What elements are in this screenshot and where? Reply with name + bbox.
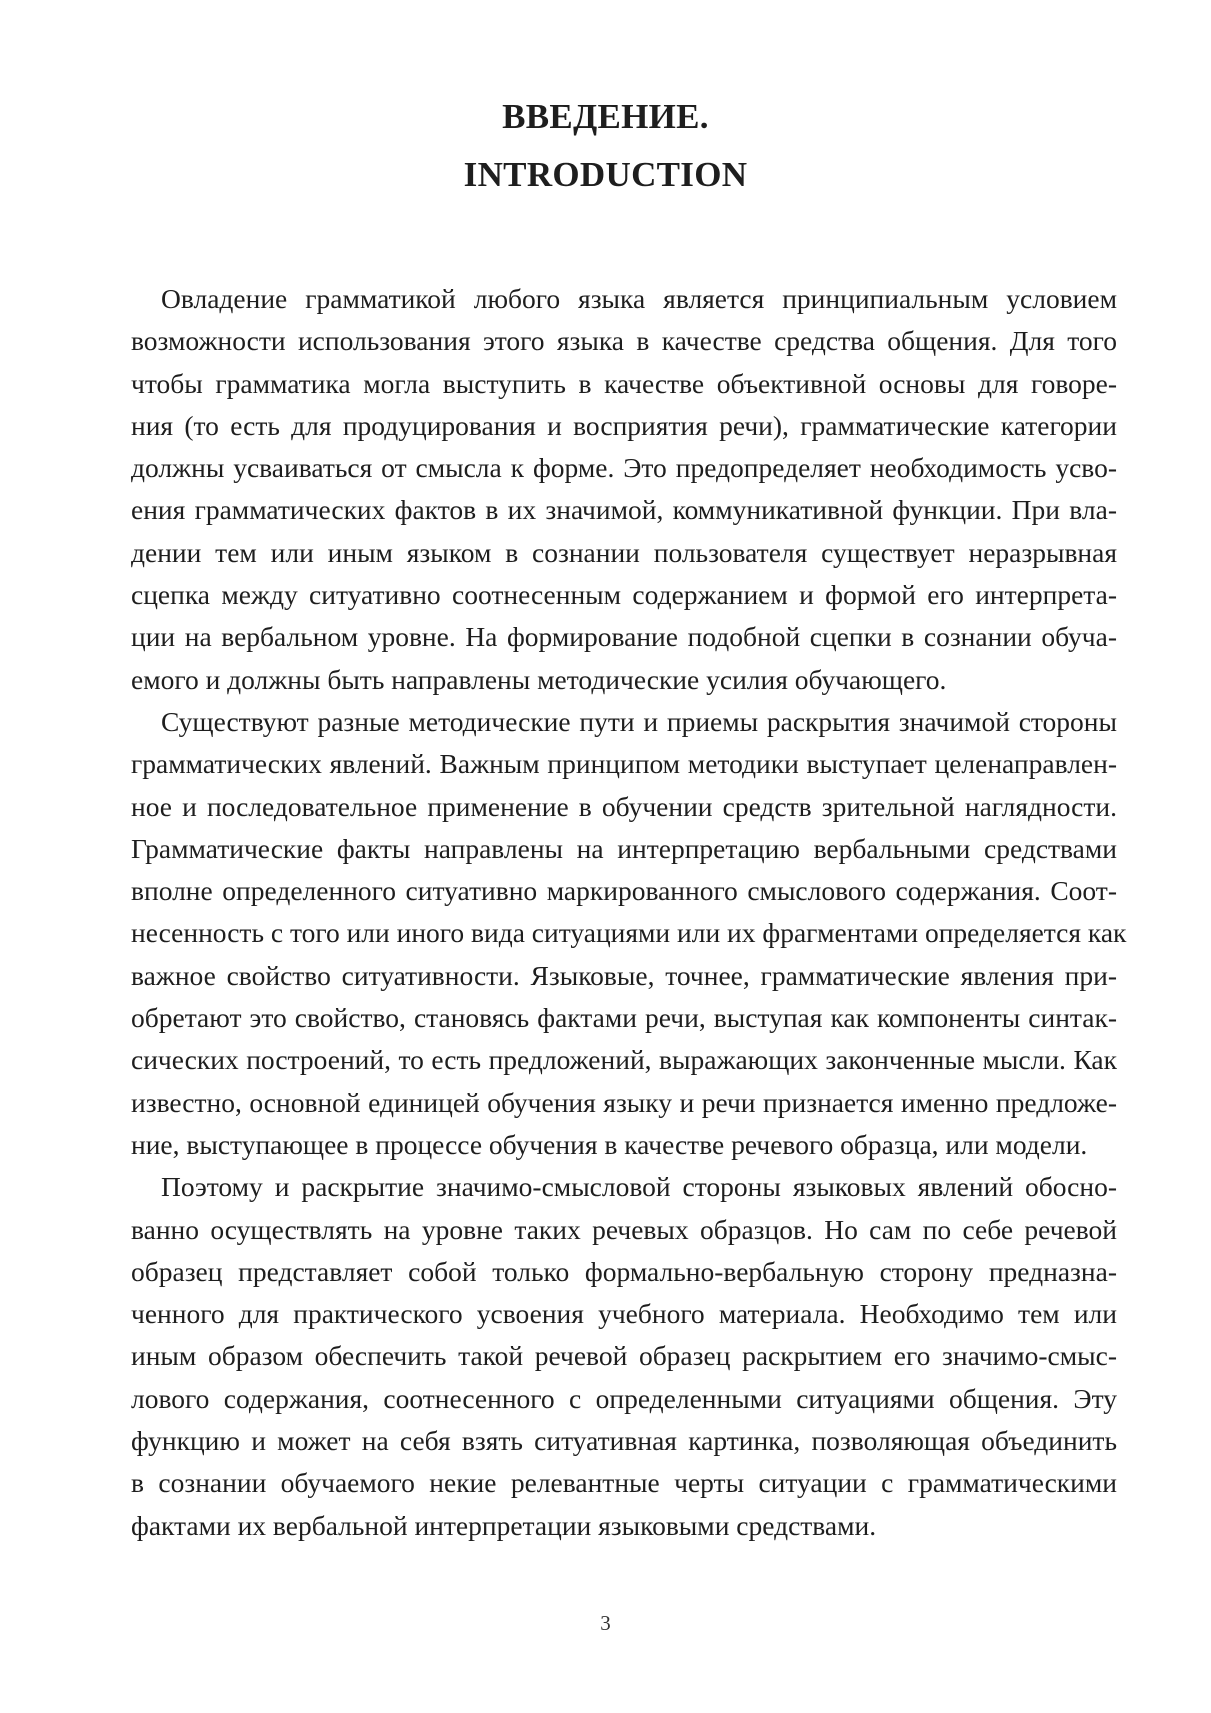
text-line: известно, основной единицей обучения языку и речи признается именно предложе- — [131, 1086, 1117, 1118]
text-line: ции на вербальном уровне. На формирование подобной сцепки в сознании обуча- — [131, 621, 1117, 653]
text-line: несенность с того или иного вида ситуациями или их фрагментами определяется как — [131, 917, 1127, 949]
text-line: сцепка между ситуативно соотнесенным содержанием и формой его интерпрета- — [131, 579, 1117, 611]
text-line: важное свойство ситуативности. Языковые, точнее, грамматические явления при- — [131, 959, 1117, 991]
body-text — [101, 278, 1127, 1547]
text-line: образец представляет собой только формально-вербальную сторону предназна- — [131, 1255, 1117, 1287]
text-line: ченного для практического усвоения учебного материала. Необходимо тем или — [131, 1298, 1117, 1330]
text-line: ния (то есть для продуцирования и восприятия речи), грамматические категории — [131, 409, 1117, 441]
text-line: иным образом обеспечить такой речевой образец раскрытием его значимо-смыс- — [131, 1340, 1117, 1372]
text-line: фактами их вербальной интерпретации языковыми средствами. — [131, 1509, 877, 1541]
text-line: функцию и может на себя взять ситуативная картинка, позволяющая объединить — [131, 1425, 1117, 1457]
text-line: Существуют разные методические пути и приемы раскрытия значимой стороны — [161, 705, 1117, 737]
text-line: обретают это свойство, становясь фактами речи, выступая как компоненты синтак- — [131, 1002, 1117, 1034]
text-line: возможности использования этого языка в качестве средства общения. Для того — [131, 325, 1117, 357]
paragraph-3 — [101, 1166, 1117, 1547]
text-line: грамматических явлений. Важным принципом методики выступает целенаправлен- — [131, 748, 1117, 780]
text-line: чтобы грамматика могла выступить в качестве объективной основы для говоре- — [131, 367, 1117, 399]
page-number: 3 — [600, 1611, 611, 1635]
paragraph-2 — [101, 701, 1127, 1166]
text-line: ние, выступающее в процессе обучения в качестве речевого образца, или модели. — [131, 1128, 1088, 1160]
text-line: емого и должны быть направлены методические усилия обучающего. — [131, 663, 947, 695]
text-line: должны усваиваться от смысла к форме. Это предопределяет необходимость усво- — [131, 452, 1117, 484]
text-line: Овладение грамматикой любого языка является принципиальным условием — [161, 283, 1117, 314]
text-line: вполне определенного ситуативно маркированного смыслового содержания. Соот- — [131, 875, 1117, 907]
text-line: сических построений, то есть предложений, выражающих законченные мысли. Как — [131, 1044, 1117, 1076]
text-line: ения грамматических фактов в их значимой, коммуникативной функции. При вла- — [131, 494, 1117, 526]
text-line: дении тем или иным языком в сознании пользователя существует неразрывная — [131, 536, 1117, 568]
text-line: в сознании обучаемого некие релевантные черты ситуации с грамматическими — [131, 1467, 1117, 1499]
text-line: ное и последовательное применение в обучении средств зрительной наглядности. — [131, 790, 1117, 822]
title-english: INTRODUCTION — [463, 155, 748, 194]
text-line: лового содержания, соотнесенного с определенными ситуациями общения. Эту — [131, 1382, 1117, 1414]
paragraph-1 — [101, 278, 1117, 701]
text-line: ванно осуществлять на уровне таких речевых образцов. Но сам по себе речевой — [131, 1213, 1117, 1245]
title-russian: ВВЕДЕНИЕ. — [502, 97, 709, 136]
chapter-title — [0, 88, 1211, 204]
text-line: Поэтому и раскрытие значимо-смысловой стороны языковых явлений обосно- — [161, 1171, 1117, 1203]
text-line: Грамматические факты направлены на интерпретацию вербальными средствами — [131, 832, 1117, 864]
